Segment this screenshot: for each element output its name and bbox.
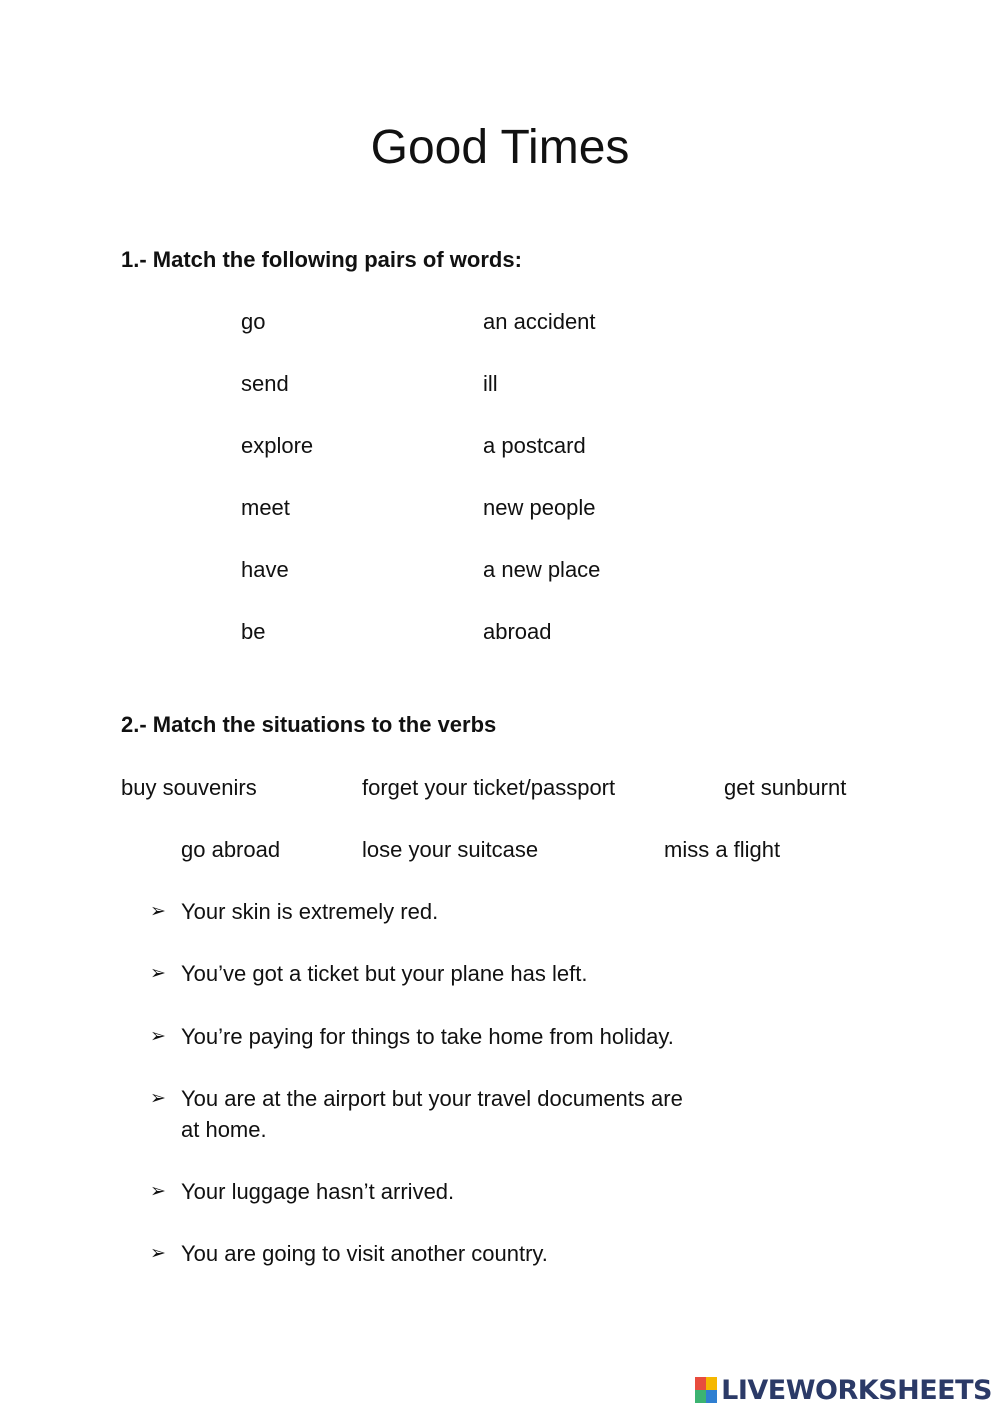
verb-option: miss a flight bbox=[664, 837, 781, 862]
situation-text: Your skin is extremely red. bbox=[181, 899, 439, 924]
arrow-bullet-icon: ➢ bbox=[150, 962, 166, 984]
situation-text: You’ve got a ticket but your plane has left. bbox=[181, 961, 588, 986]
situation-text: You are at the airport but your travel documents are at home. bbox=[181, 1086, 683, 1142]
arrow-bullet-icon: ➢ bbox=[150, 1087, 166, 1109]
pair-left-word: have bbox=[241, 557, 289, 582]
verb-option: buy souvenirs bbox=[121, 775, 257, 800]
verb-option: forget your ticket/passport bbox=[362, 775, 616, 800]
logo-text: LIVEWORKSHEETS bbox=[721, 1374, 992, 1406]
pair-left-word: send bbox=[241, 371, 289, 396]
arrow-bullet-icon: ➢ bbox=[150, 1242, 166, 1264]
logo-square bbox=[695, 1377, 706, 1390]
situation-item bbox=[150, 1238, 701, 1269]
pair-right-word: ill bbox=[483, 371, 498, 396]
logo-square bbox=[695, 1390, 706, 1403]
verb-option: get sunburnt bbox=[724, 775, 847, 800]
liveworksheets-logo bbox=[695, 1373, 992, 1407]
pair-right-word: a postcard bbox=[483, 433, 586, 458]
situation-item bbox=[150, 1021, 801, 1052]
pair-left-word: be bbox=[241, 619, 266, 644]
section1-heading: 1.- Match the following pairs of words: bbox=[121, 247, 522, 272]
arrow-bullet-icon: ➢ bbox=[150, 900, 166, 922]
situation-item bbox=[150, 1083, 691, 1145]
situation-text: You are going to visit another country. bbox=[181, 1241, 548, 1266]
situation-text: Your luggage hasn’t arrived. bbox=[181, 1179, 455, 1204]
situation-text: You’re paying for things to take home from holiday. bbox=[181, 1024, 674, 1049]
pair-left-word: explore bbox=[241, 433, 314, 458]
pair-right-word: an accident bbox=[483, 309, 596, 334]
pair-left-word: meet bbox=[241, 495, 290, 520]
pair-left-word: go bbox=[241, 309, 266, 334]
section2-heading: 2.- Match the situations to the verbs bbox=[121, 712, 497, 737]
page-title: Good Times bbox=[370, 121, 630, 174]
pair-right-word: abroad bbox=[483, 619, 552, 644]
logo-mark-icon bbox=[695, 1377, 717, 1403]
situation-item bbox=[150, 1176, 701, 1207]
situation-item bbox=[150, 958, 701, 989]
verb-option: lose your suitcase bbox=[362, 837, 539, 862]
pair-right-word: new people bbox=[483, 495, 596, 520]
situation-item bbox=[150, 896, 701, 927]
arrow-bullet-icon: ➢ bbox=[150, 1180, 166, 1202]
logo-square bbox=[706, 1377, 717, 1390]
logo-square bbox=[706, 1390, 717, 1403]
pair-right-word: a new place bbox=[483, 557, 601, 582]
verb-option: go abroad bbox=[181, 837, 281, 862]
arrow-bullet-icon: ➢ bbox=[150, 1025, 166, 1047]
